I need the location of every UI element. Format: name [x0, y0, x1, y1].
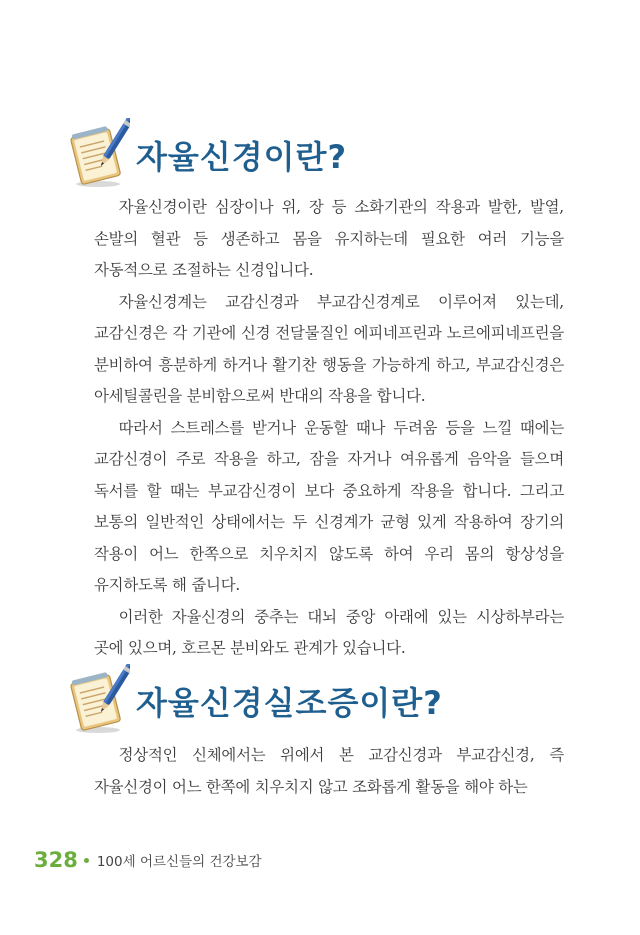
section-body	[94, 740, 564, 803]
page-number: 328	[34, 848, 78, 872]
section-title: 자율신경실조증이란?	[136, 684, 443, 722]
section-heading	[70, 664, 570, 734]
paragraph: 이러한 자율신경의 중추는 대뇌 중앙 아래에 있는 시상하부라는 곳에 있으며, 호르몬 분비와도 관계가 있습니다.	[94, 607, 564, 657]
page-footer	[34, 848, 262, 872]
notepad-pen-icon	[70, 664, 130, 734]
notepad-pen-icon	[70, 118, 130, 188]
section-autonomic-nerve	[70, 118, 570, 665]
paragraph: 따라서 스트레스를 받거나 운동할 때나 두려움 등을 느낄 때에는 교감신경이 주로 작용을 하고, 잠을 자거나 여유롭게 음악을 들으며 독서를 할 때는 부교감신경이 보다 중요하게 작용을 합니다. 그리고 보통의 일반적인 상태에서는 두 신경계가 균형 있게 작용하여 장기의 작용이 어느 한쪽으로 치우치지 않도록 하여 우리 몸의 항상성을 유지하도록 해 줍니다.	[94, 418, 564, 594]
paragraph: 정상적인 신체에서는 위에서 본 교감신경과 부교감신경, 즉 자율신경이 어느 한쪽에 치우치지 않고 조화롭게 활동을 해야 하는	[94, 746, 564, 796]
bullet-dot-icon	[84, 858, 89, 863]
book-title: 100세 어르신들의 건강보감	[96, 854, 262, 870]
section-autonomic-dysfunction	[70, 664, 570, 803]
section-title: 자율신경이란?	[136, 138, 348, 176]
section-body	[94, 192, 564, 665]
paragraph: 자율신경계는 교감신경과 부교감신경계로 이루어져 있는데, 교감신경은 각 기관에 신경 전달물질인 에피네프린과 노르에피네프린을 분비하여 흥분하게 하거나 활기찬 행동을 가능하게 하고, 부교감신경은 아세틸콜린을 분비함으로써 반대의 작용을 합니다.	[94, 292, 564, 405]
section-heading	[70, 118, 570, 188]
paragraph: 자율신경이란 심장이나 위, 장 등 소화기관의 작용과 발한, 발열, 손발의 혈관 등 생존하고 몸을 유지하는데 필요한 여러 기능을 자동적으로 조절하는 신경입니다.	[94, 198, 564, 279]
